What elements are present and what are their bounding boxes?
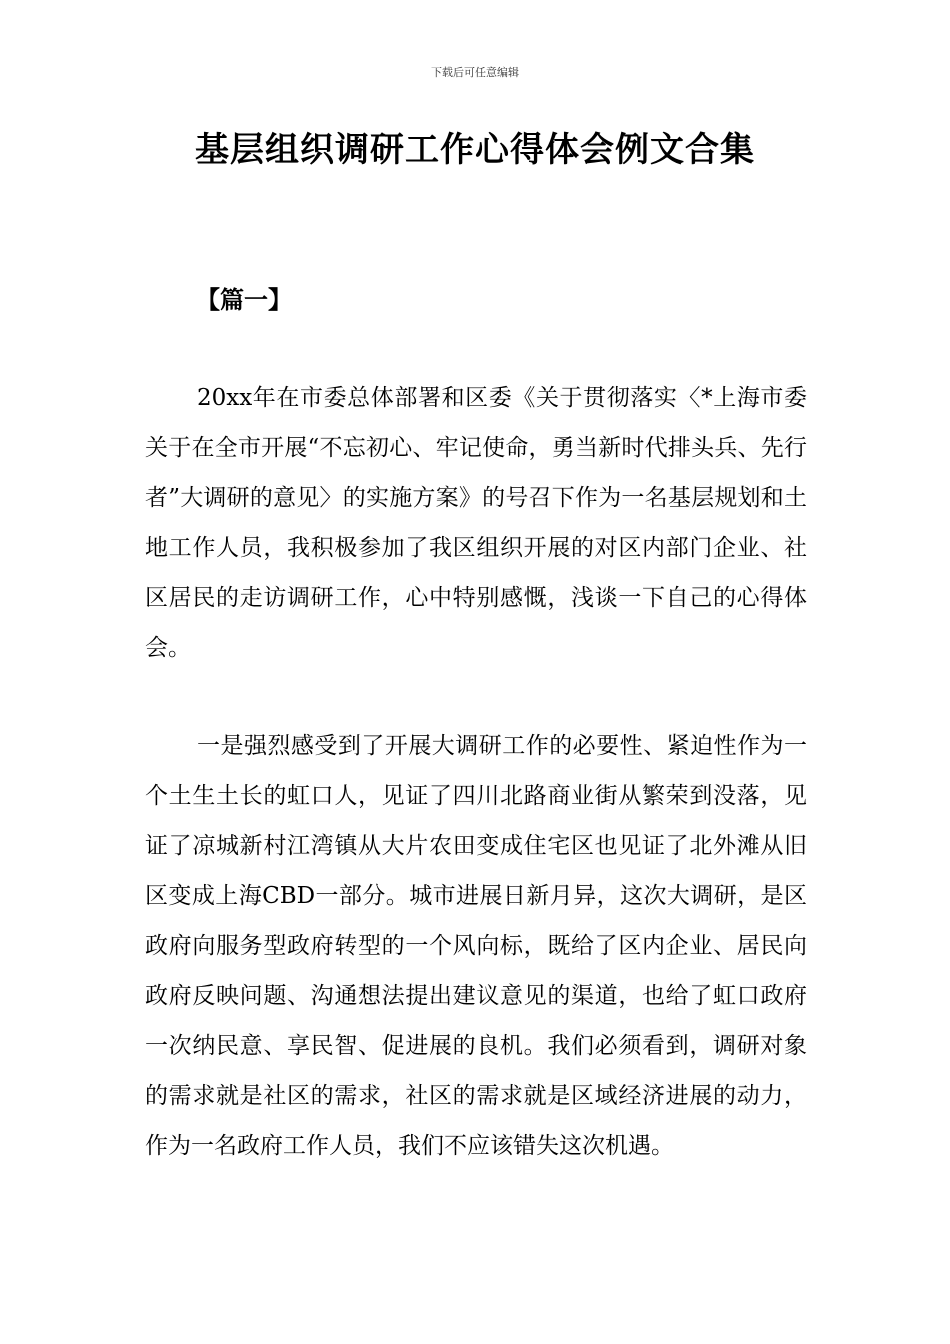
document-title: 基层组织调研工作心得体会例文合集	[195, 130, 755, 170]
body-paragraph: 一是强烈感受到了开展大调研工作的必要性、紧迫性作为一个土生土长的虹口人，见证了四川北路商业街从繁荣到没落，见证了凉城新村江湾镇从大片农田变成住宅区也见证了北外滩从旧区变成上海CBD一部分。城市进展日新月异，这次大调研，是区政府向服务型政府转型的一个风向标，既给了区内企业、居民向政府反映问题、沟通想法提出建议意见的渠道，也给了虹口政府一次纳民意、享民智、促进展的良机。我们必须看到，调研对象的需求就是社区的需求，社区的需求就是区域经济进展的动力，作为一名政府工作人员，我们不应该错失这次机遇。	[145, 733, 807, 1159]
body-paragraph: 20xx年在市委总体部署和区委《关于贯彻落实〈*上海市委关于在全市开展“不忘初心、牢记使命，勇当新时代排头兵、先行者”大调研的意见〉的实施方案》的号召下作为一名基层规划和土地工作人员，我积极参加了我区组织开展的对区内部门企业、社区居民的走访调研工作，心中特别感慨，浅谈一下自己的心得体会。	[145, 385, 807, 661]
header-note: 下载后可任意编辑	[431, 66, 519, 79]
section-heading: 【篇一】	[196, 286, 292, 314]
